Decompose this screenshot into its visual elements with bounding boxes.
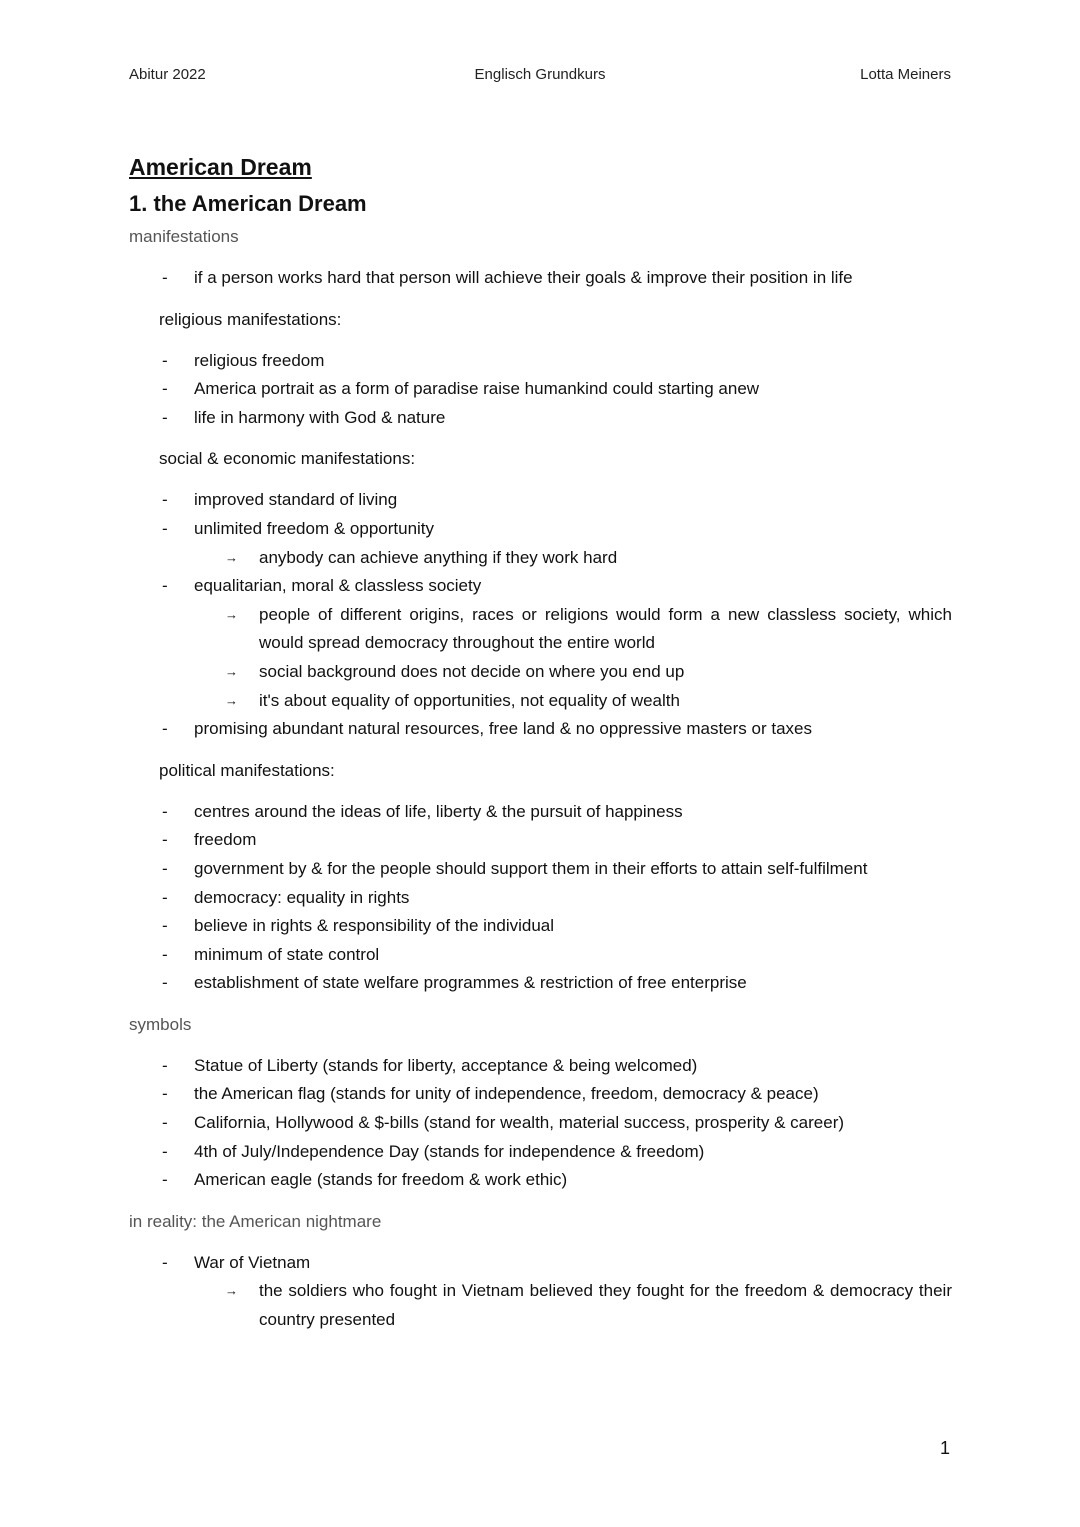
list-item: - minimum of state control (129, 941, 952, 970)
list-item: - America portrait as a form of paradise raise humankind could starting anew (129, 375, 952, 404)
document-title: American Dream (129, 154, 312, 180)
list-item: - improved standard of living (129, 486, 952, 515)
list-item: - 4th of July/Independence Day (stands for independence & freedom) (129, 1138, 952, 1167)
category-religious: religious manifestations: (159, 309, 342, 329)
list-item: - promising abundant natural resources, free land & no oppressive masters or taxes (129, 715, 952, 744)
category-social: social & economic manifestations: (159, 449, 416, 469)
social-list (129, 486, 952, 743)
list-item: - equalitarian, moral & classless society (129, 572, 952, 601)
section-heading: 1. the American Dream (129, 191, 367, 216)
list-item: - Statue of Liberty (stands for liberty, acceptance & being welcomed) (129, 1052, 952, 1081)
list-item: - establishment of state welfare programmes & restriction of free enterprise (129, 969, 952, 998)
arrow-item: → anybody can achieve anything if they work hard (129, 544, 952, 573)
arrow-item: → people of different origins, races or religions would form a new classless society, which would spread democracy throughout the entire world (129, 601, 952, 658)
subheading-symbols: symbols (129, 1014, 192, 1034)
header-center: Englisch Grundkurs (474, 66, 606, 83)
page-number: 1 (939, 1438, 950, 1458)
arrow-item: → social background does not decide on where you end up (129, 658, 952, 687)
political-list (129, 798, 952, 998)
arrow-item: → it's about equality of opportunities, not equality of wealth (129, 687, 952, 716)
list-item: - American eagle (stands for freedom & work ethic) (129, 1166, 952, 1195)
list-item: - centres around the ideas of life, liberty & the pursuit of happiness (129, 798, 952, 827)
list-item: - religious freedom (129, 347, 952, 376)
list-item: - believe in rights & responsibility of the individual (129, 912, 952, 941)
list-item: - California, Hollywood & $-bills (stand for wealth, material success, prosperity & career) (129, 1109, 952, 1138)
header-left: Abitur 2022 (129, 66, 206, 83)
document-body (129, 150, 952, 1335)
list-item: - the American flag (stands for unity of independence, freedom, democracy & peace) (129, 1080, 952, 1109)
symbols-list (129, 1052, 952, 1195)
category-political: political manifestations: (159, 760, 335, 780)
list-item: - if a person works hard that person will achieve their goals & improve their position in life (129, 264, 952, 293)
subheading-reality: in reality: the American nightmare (129, 1211, 382, 1231)
list-item: - democracy: equality in rights (129, 884, 952, 913)
list-item: - War of Vietnam (129, 1249, 952, 1278)
intro-list (129, 264, 952, 293)
list-item: - unlimited freedom & opportunity (129, 515, 952, 544)
subheading-manifestations: manifestations (129, 227, 239, 246)
religious-list (129, 347, 952, 433)
list-item: - government by & for the people should support them in their efforts to attain self-fulfilment (129, 855, 952, 884)
reality-list (129, 1249, 952, 1335)
arrow-item: → the soldiers who fought in Vietnam believed they fought for the freedom & democracy their country presented (129, 1277, 952, 1334)
list-item: - life in harmony with God & nature (129, 404, 952, 433)
list-item: - freedom (129, 826, 952, 855)
header-right: Lotta Meiners (860, 66, 951, 83)
